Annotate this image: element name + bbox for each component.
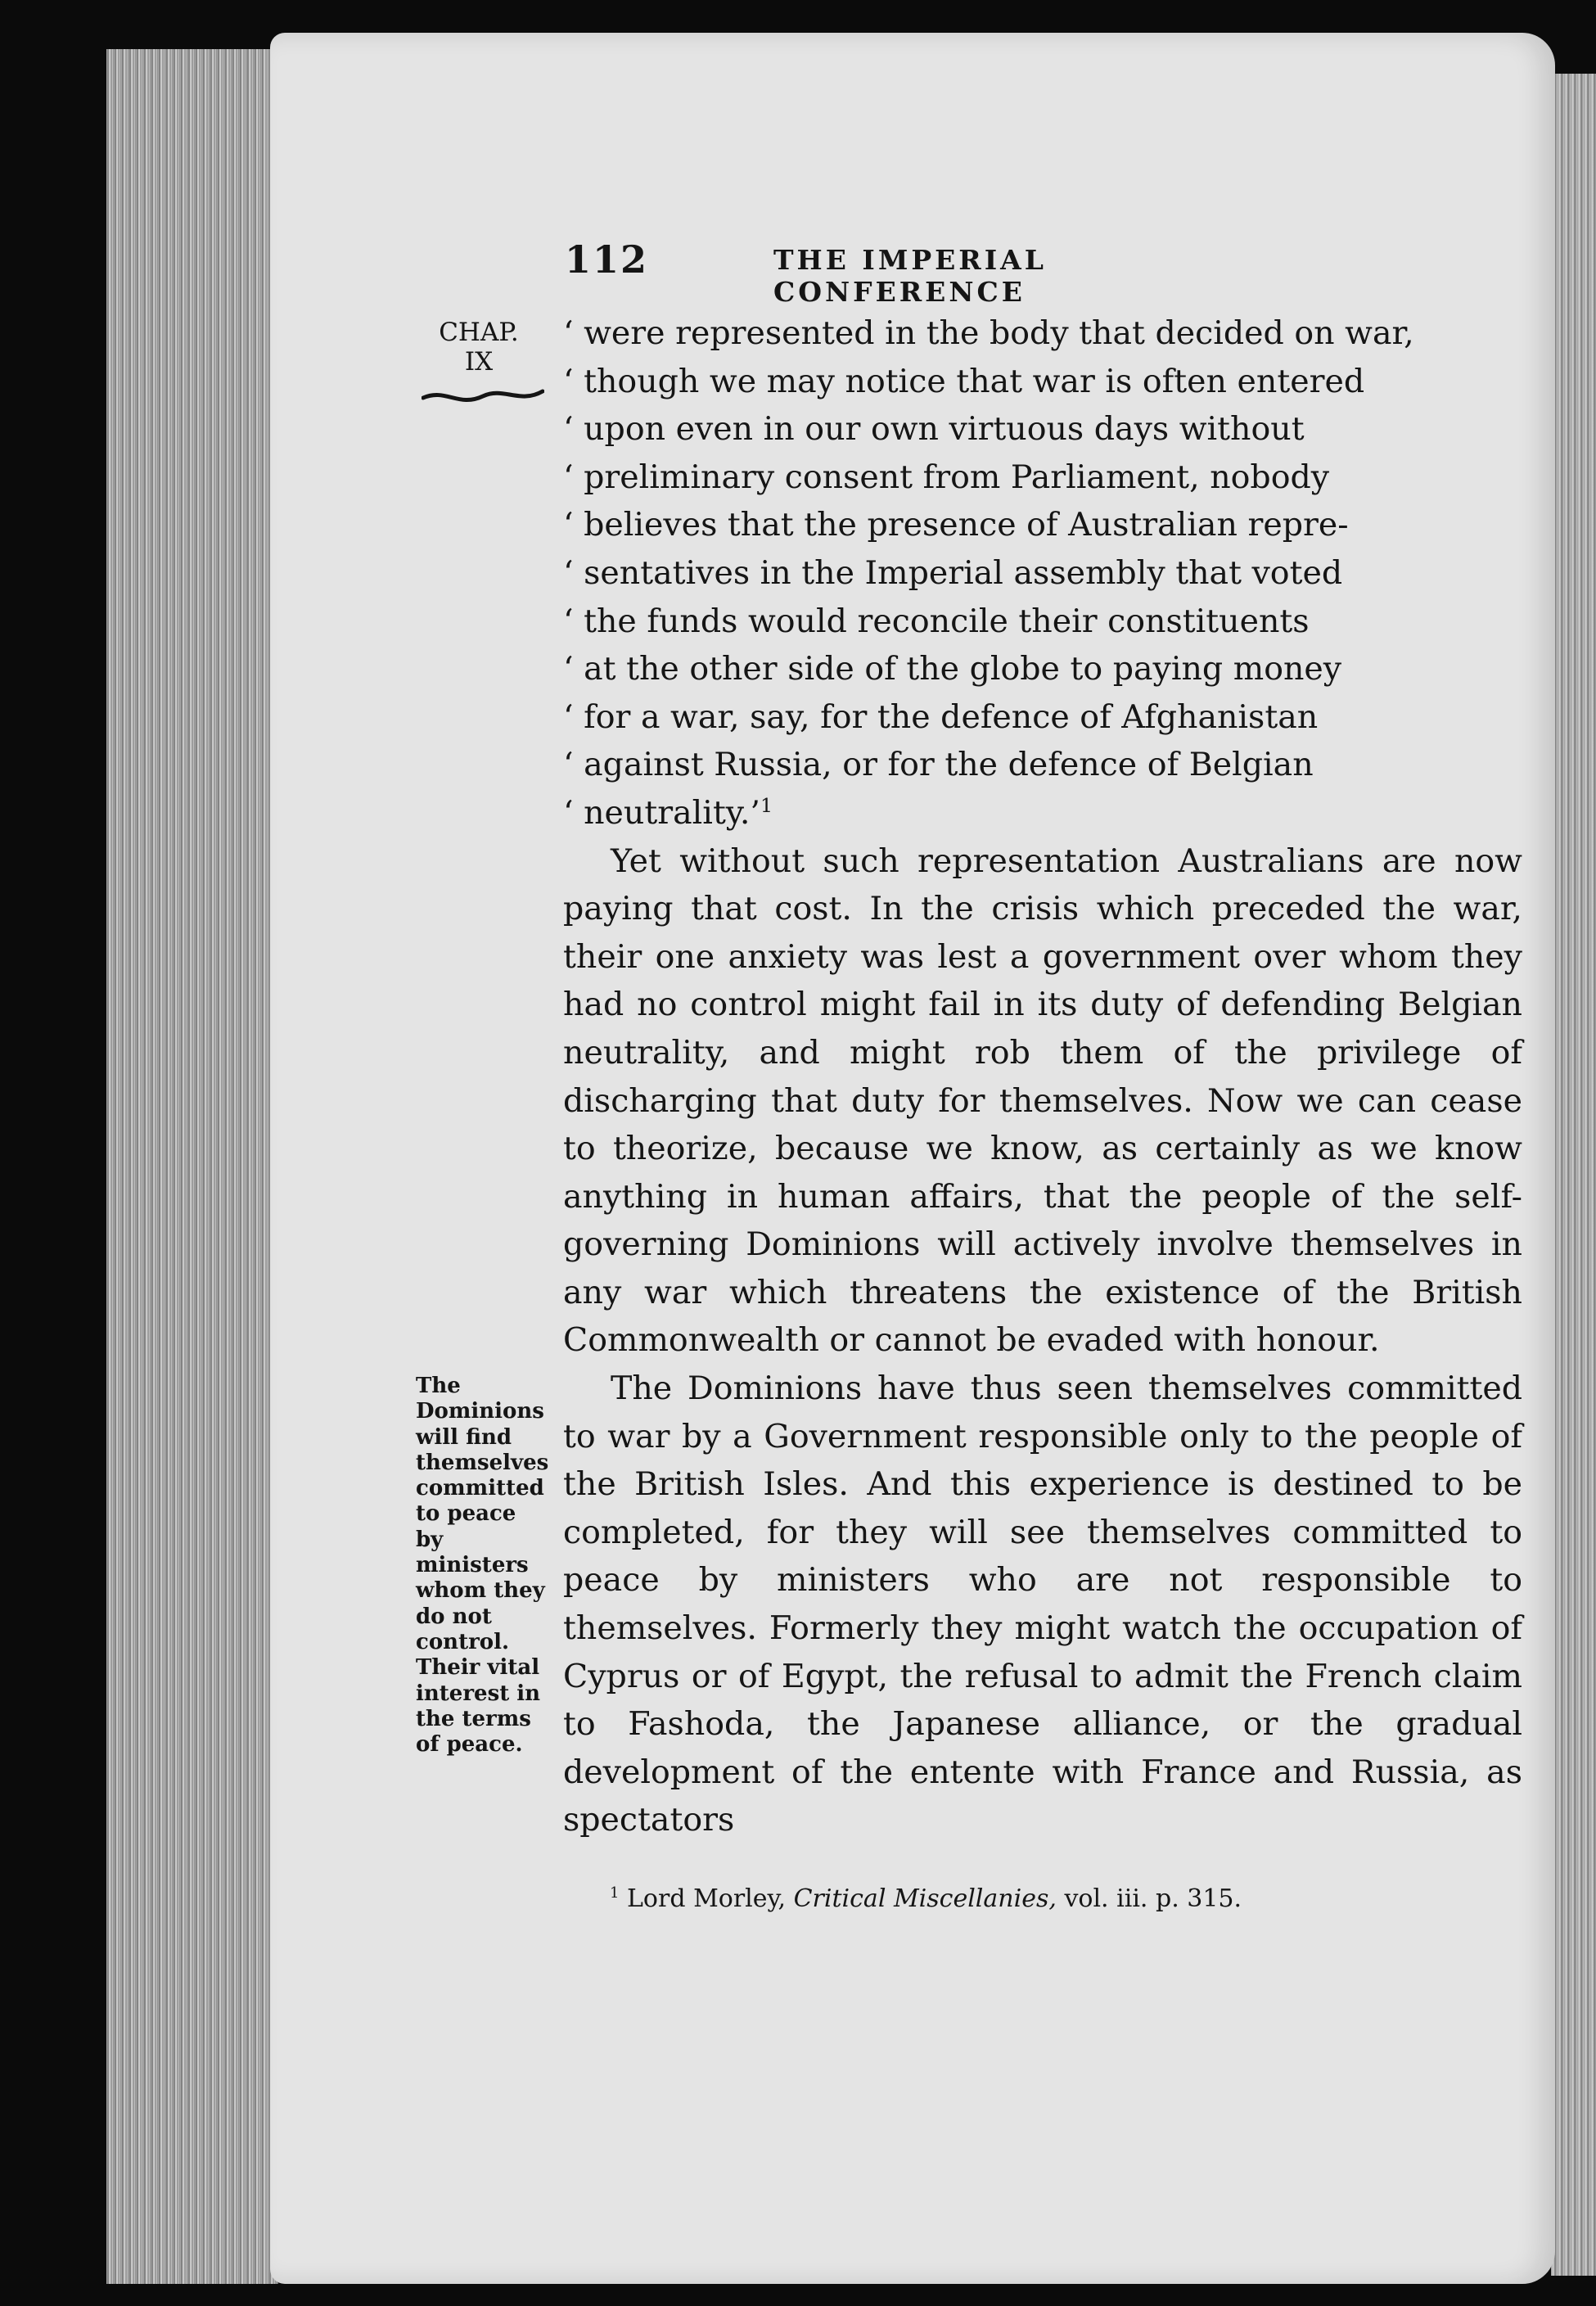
page-number: 112	[565, 237, 649, 282]
quote-line	[563, 789, 1522, 837]
quote-line-text: ‘ neutrality.’	[563, 793, 760, 832]
quote-line: ‘ believes that the presence of Australian repre-	[563, 506, 1349, 544]
quote-line: ‘ preliminary consent from Parliament, nobody	[563, 458, 1330, 496]
quote-line: ‘ the funds would reconcile their constituents	[563, 602, 1310, 640]
book-page-edges-left	[106, 49, 278, 2284]
footnote-author: Lord Morley,	[627, 1884, 787, 1913]
body-text	[563, 309, 1522, 1844]
footnote-reference: 1	[760, 793, 773, 817]
margin-note: The Dominions will find themselves committed to peace by ministers whom they do not control. Their vital interest in the terms of peace.	[416, 1374, 549, 1758]
quote-line: ‘ upon even in our own virtuous days without	[563, 410, 1305, 449]
chapter-mark	[413, 318, 544, 377]
quote-line: ‘ were represented in the body that decided on war,	[563, 314, 1414, 352]
footnote-work: Critical Miscellanies,	[793, 1884, 1057, 1913]
chapter-label: CHAP.	[439, 318, 519, 347]
footnote	[610, 1883, 1510, 1916]
paragraph: The Dominions have thus seen themselves committed to war by a Government responsible only to the people of the British Isles. And this experience is destined to be completed, for they will see themselves committed to peace by ministers who are not responsible to themselves. Formerly they might watch the occupation of Cyprus or of Egypt, the refusal to admit the French claim to Fashoda, the Japanese alliance, or the gradual development of the entente with France and Russia, as spectators	[563, 1370, 1522, 1839]
chapter-number: IX	[464, 347, 494, 377]
paragraph: Yet without such representation Australians are now paying that cost. In the crisis which preceded the war, their one anxiety was lest a government over whom they had no control might fail in its duty of defending Belgian neutrality, and might rob them of the privilege of discharging that duty for themselves. Now we can cease to theorize, because we know, as certainly as we know anything in human affairs, that the people of the self-governing Dominions will actively involve themselves in any war which threatens the existence of the British Commonwealth or cannot be evaded with honour.	[563, 842, 1522, 1360]
quote-line: ‘ against Russia, or for the defence of Belgian	[563, 746, 1314, 784]
flourish-ornament-icon	[422, 383, 544, 408]
page-header	[565, 237, 1301, 308]
quote-line: ‘ at the other side of the globe to paying money	[563, 650, 1342, 688]
quote-line: ‘ though we may notice that war is often entered	[563, 362, 1365, 400]
quote-line: ‘ for a war, say, for the defence of Afghanistan	[563, 697, 1319, 736]
footnote-citation: vol. iii. p. 315.	[1064, 1884, 1242, 1913]
quote-line: ‘ sentatives in the Imperial assembly that voted	[563, 553, 1343, 592]
running-head: THE IMPERIAL CONFERENCE	[773, 244, 1047, 308]
quote-block	[563, 309, 1522, 837]
book-page-edges-right	[1551, 74, 1596, 2276]
footnote-marker: 1	[610, 1884, 620, 1902]
